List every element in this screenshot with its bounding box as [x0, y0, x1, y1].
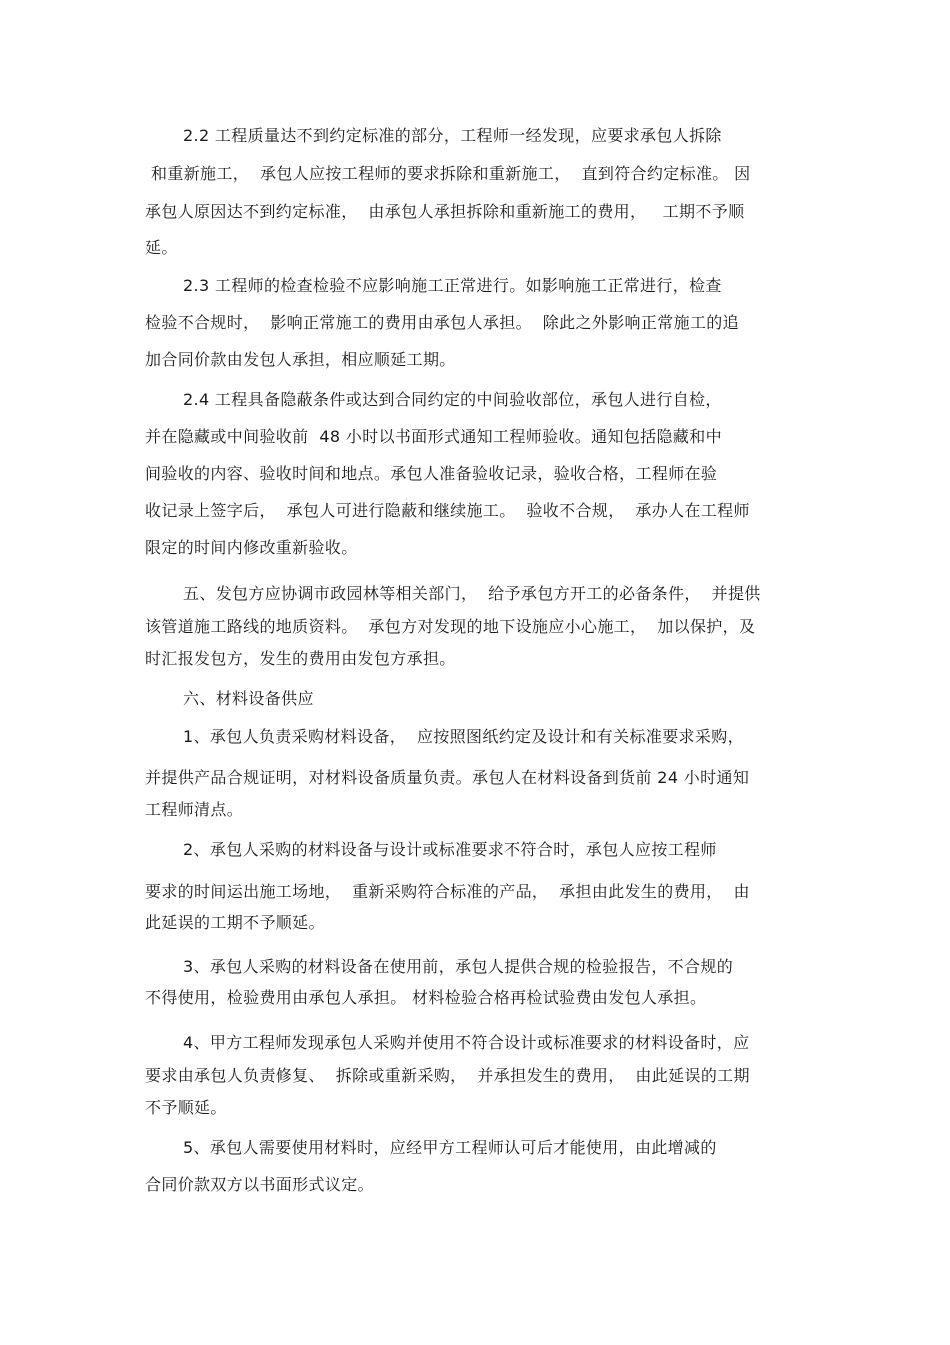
text-line: 要求由承包人负责修复、 拆除或重新采购， 并承担发生的费用， 由此延误的工期 — [145, 1066, 750, 1085]
text-line: 不得使用，检验费用由承包人承担。 材料检验合格再检试验费由发包人承担。 — [145, 988, 707, 1007]
text-line: 3、承包人采购的材料设备在使用前，承包人提供合规的检验报告，不合规的 — [183, 957, 734, 976]
text-line: 承包人原因达不到约定标准， 由承包人承担拆除和重新施工的费用， 工期不予顺 — [145, 202, 745, 221]
text-line: 1、承包人负责采购材料设备， 应按照图纸约定及设计和有关标准要求采购， — [183, 727, 744, 746]
text-line: 五、发包方应协调市政园林等相关部门， 给予承包方开工的必备条件， 并提供 — [183, 584, 761, 603]
text-line: 4、甲方工程师发现承包人采购并使用不符合设计或标准要求的材料设备时，应 — [183, 1033, 750, 1052]
text-line: 2.2 工程质量达不到约定标准的部分，工程师一经发现，应要求承包人拆除 — [183, 126, 722, 145]
text-line: 加合同价款由发包人承担，相应顺延工期。 — [145, 350, 456, 369]
text-line: 时汇报发包方，发生的费用由发包方承担。 — [145, 649, 456, 668]
text-line: 2、承包人采购的材料设备与设计或标准要求不符合时，承包人应按工程师 — [183, 840, 717, 859]
text-line: 延。 — [145, 238, 178, 257]
text-line: 限定的时间内修改重新验收。 — [145, 538, 358, 557]
text-line: 此延误的工期不予顺延。 — [145, 913, 325, 932]
text-line: 工程师清点。 — [145, 800, 244, 819]
text-line: 和重新施工， 承包人应按工程师的要求拆除和重新施工， 直到符合约定标准。 因 — [151, 164, 751, 183]
text-line: 该管道施工路线的地质资料。 承包方对发现的地下设施应小心施工， 加以保护，及 — [145, 617, 756, 636]
text-line: 检验不合规时， 影响正常施工的费用由承包人承担。 除此之外影响正常施工的追 — [145, 313, 739, 332]
text-line: 要求的时间运出施工场地， 重新采购符合标准的产品， 承担由此发生的费用， 由 — [145, 882, 750, 901]
text-line: 不予顺延。 — [145, 1098, 227, 1117]
text-line: 六、材料设备供应 — [183, 689, 314, 708]
text-line: 2.3 工程师的检查检验不应影响施工正常进行。如影响施工正常进行，检查 — [183, 276, 722, 295]
text-line: 收记录上签字后， 承包人可进行隐蔽和继续施工。 验收不合规， 承办人在工程师 — [145, 501, 750, 520]
text-line: 并在隐藏或中间验收前 48 小时以书面形式通知工程师验收。通知包括隐藏和中 — [145, 427, 722, 446]
text-line: 2.4 工程具备隐蔽条件或达到合同约定的中间验收部位，承包人进行自检， — [183, 390, 722, 409]
text-line: 间验收的内容、验收时间和地点。承包人准备验收记录，验收合格，工程师在验 — [145, 464, 718, 483]
text-line: 5、承包人需要使用材料时，应经甲方工程师认可后才能使用，由此增减的 — [183, 1138, 717, 1157]
text-line: 合同价款双方以书面形式议定。 — [145, 1175, 374, 1194]
text-line: 并提供产品合规证明，对材料设备质量负责。承包人在材料设备到货前 24 小时通知 — [145, 768, 750, 787]
